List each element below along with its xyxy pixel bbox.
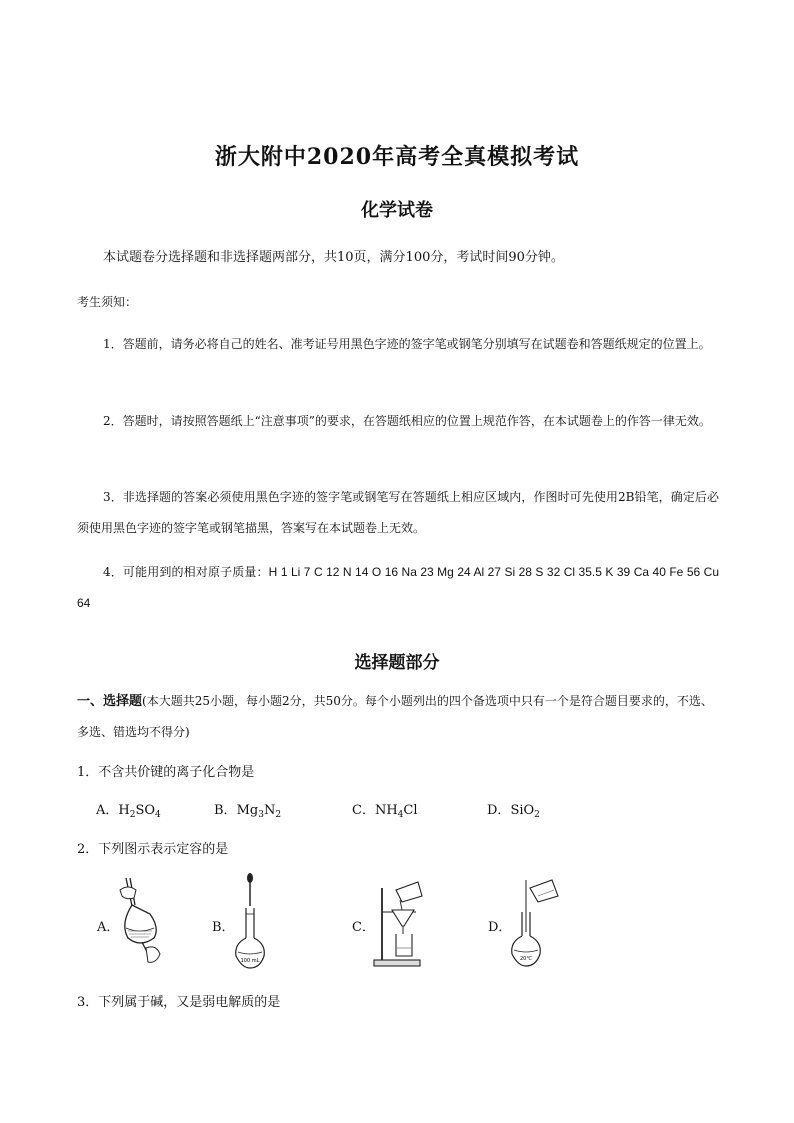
q1-option-b <box>214 799 281 818</box>
formula-part: Mg <box>236 803 259 818</box>
q1-option-d <box>487 799 540 818</box>
formula-subscript: 2 <box>129 810 136 820</box>
notice-item-4-prefix: 4．可能用到的相对原子质量： <box>103 565 269 579</box>
question-1-stem: 1．不含共价键的离子化合物是 <box>77 765 255 780</box>
section-title: 选择题部分 <box>354 653 440 673</box>
formula-part: SiO <box>510 803 535 818</box>
part-description: (本大题共25小题，每小题2分，共50分。每个小题列出的四个备选项中只有一个是符合题目要求的，不选、多选、错选均不得分) <box>77 694 713 739</box>
exam-subtitle: 化学试卷 <box>361 200 433 221</box>
notice-item-4 <box>77 557 719 619</box>
formula-part: NH <box>374 803 398 818</box>
separatory-funnel-shaking-icon <box>116 876 166 968</box>
formula-subscript: 2 <box>275 810 282 820</box>
q1-option-a <box>96 799 161 818</box>
filtration-setup-icon <box>372 878 424 970</box>
notice-heading: 考生须知： <box>77 295 138 309</box>
formula-part: H <box>118 803 130 818</box>
notice-item-1: 1．答题前，请务必将自己的姓名、准考证号用黑色字迹的签字笔或钢笔分别填写在试题卷和答题纸规定的位置上。 <box>103 337 711 351</box>
formula-subscript: 4 <box>155 810 161 820</box>
notice-item-2: 2．答题时，请按照答题纸上“注意事项”的要求，在答题纸相应的位置上规范作答，在本试题卷上的作答一律无效。 <box>103 414 711 428</box>
atomic-masses: H 1 Li 7 C 12 N 14 O 16 Na 23 Mg 24 Al 27 Si 28 S 32 Cl 35.5 K 39 Ca 40 Fe 56 Cu 64 <box>77 565 719 610</box>
option-letter: B． <box>214 803 237 818</box>
part-label: 一、选择题 <box>77 694 143 709</box>
formula-subscript: 2 <box>534 810 540 820</box>
question-2-stem: 2．下列图示表示定容的是 <box>77 842 229 857</box>
option-letter: D． <box>487 803 511 818</box>
option-letter: A． <box>96 803 119 818</box>
q2-option-c-letter: C． <box>352 920 375 935</box>
formula-part: N <box>263 803 276 818</box>
formula-subscript: 4 <box>397 810 404 820</box>
flask-volume-label: 100 mL <box>240 958 260 964</box>
pouring-volumetric-flask-icon <box>508 876 560 970</box>
formula-subscript: 3 <box>258 810 264 820</box>
multiple-choice-instructions <box>77 686 719 747</box>
flask-temperature-label: 20℃ <box>520 956 532 962</box>
option-letter: C． <box>352 803 375 818</box>
notice-item-3: 3．非选择题的答案必须使用黑色字迹的签字笔或钢笔写在答题纸上相应区域内，作图时可先使用2B铅笔，确定后必须使用黑色字迹的签字笔或钢笔描黑，答案写在本试题卷上无效。 <box>77 490 719 535</box>
q2-option-d-letter: D． <box>488 920 512 935</box>
dropper-volumetric-flask-icon <box>232 872 272 972</box>
exam-intro: 本试题卷分选择题和非选择题两部分，共10页，满分100分，考试时间90分钟。 <box>103 250 564 265</box>
q2-option-b-letter: B． <box>212 920 235 935</box>
question-3-stem: 3．下列属于碱，又是弱电解质的是 <box>77 995 281 1010</box>
q1-option-c <box>352 799 418 818</box>
formula-part: Cl <box>403 803 418 818</box>
exam-title: 浙大附中2020年高考全真模拟考试 <box>214 144 580 170</box>
q2-option-a-letter: A． <box>97 920 120 935</box>
formula-part: SO <box>135 803 156 818</box>
